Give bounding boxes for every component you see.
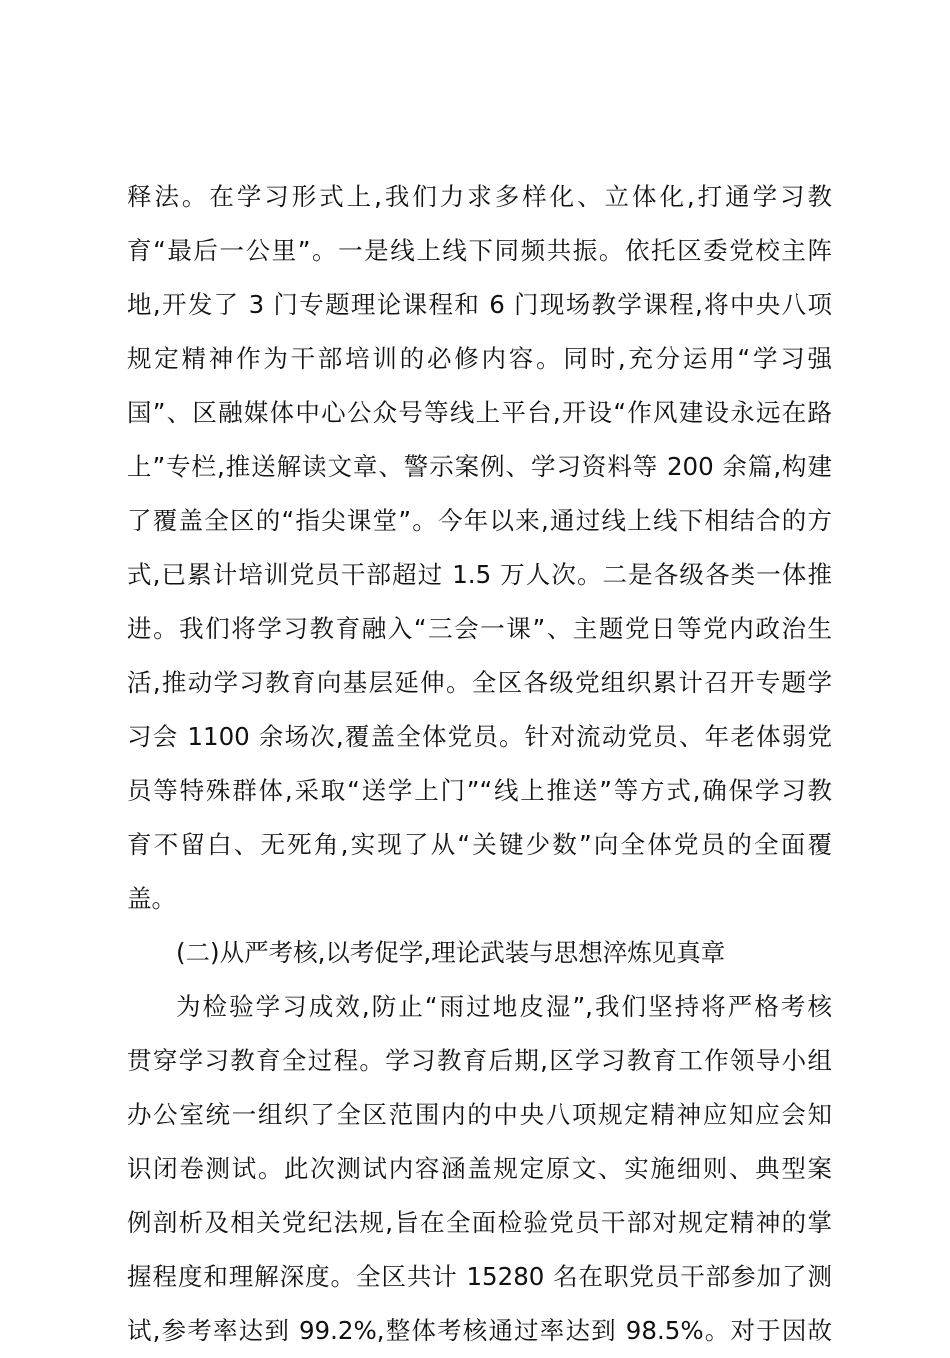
text-line: 式,已累计培训党员干部超过 1.5 万人次。二是各级各类一体推: [127, 560, 832, 589]
text-line: 握程度和理解深度。全区共计 15280 名在职党员干部参加了测: [127, 1262, 832, 1291]
text-line: 释法。在学习形式上,我们力求多样化、立体化,打通学习教: [127, 182, 832, 211]
text-line: 贯穿学习教育全过程。学习教育后期,区学习教育工作领导小组: [127, 1046, 832, 1075]
text-line: 上”专栏,推送解读文章、警示案例、学习资料等 200 余篇,构建: [127, 452, 832, 481]
text-line: 盖。: [127, 884, 176, 913]
text-line: 育不留白、无死角,实现了从“关键少数”向全体党员的全面覆: [127, 830, 832, 859]
text-line: 例剖析及相关党纪法规,旨在全面检验党员干部对规定精神的掌: [127, 1208, 832, 1237]
text-line: 试,参考率达到 99.2%,整体考核通过率达到 98.5%。对于因故: [127, 1316, 832, 1345]
section-heading: (二)从严考核,以考促学,理论武装与思想淬炼见真章: [176, 938, 726, 967]
text-line: 国”、区融媒体中心公众号等线上平台,开设“作风建设永远在路: [127, 398, 832, 427]
text-line: 活,推动学习教育向基层延伸。全区各级党组织累计召开专题学: [127, 668, 832, 697]
text-line: 员等特殊群体,采取“送学上门”“线上推送”等方式,确保学习教: [127, 776, 832, 805]
text-line: 习会 1100 余场次,覆盖全体党员。针对流动党员、年老体弱党: [127, 722, 832, 751]
text-line: 为检验学习成效,防止“雨过地皮湿”,我们坚持将严格考核: [176, 992, 832, 1021]
document-body: [127, 170, 832, 1358]
text-line: 规定精神作为干部培训的必修内容。同时,充分运用“学习强: [127, 344, 832, 373]
text-line: 办公室统一组织了全区范围内的中央八项规定精神应知应会知: [127, 1100, 832, 1129]
text-line: 地,开发了 3 门专题理论课程和 6 门现场教学课程,将中央八项: [127, 290, 832, 319]
text-line: 识闭卷测试。此次测试内容涵盖规定原文、实施细则、典型案: [127, 1154, 832, 1183]
text-line: 进。我们将学习教育融入“三会一课”、主题党日等党内政治生: [127, 614, 832, 643]
text-line: 育“最后一公里”。一是线上线下同频共振。依托区委党校主阵: [127, 236, 832, 265]
text-line: 了覆盖全区的“指尖课堂”。今年以来,通过线上线下相结合的方: [127, 506, 832, 535]
